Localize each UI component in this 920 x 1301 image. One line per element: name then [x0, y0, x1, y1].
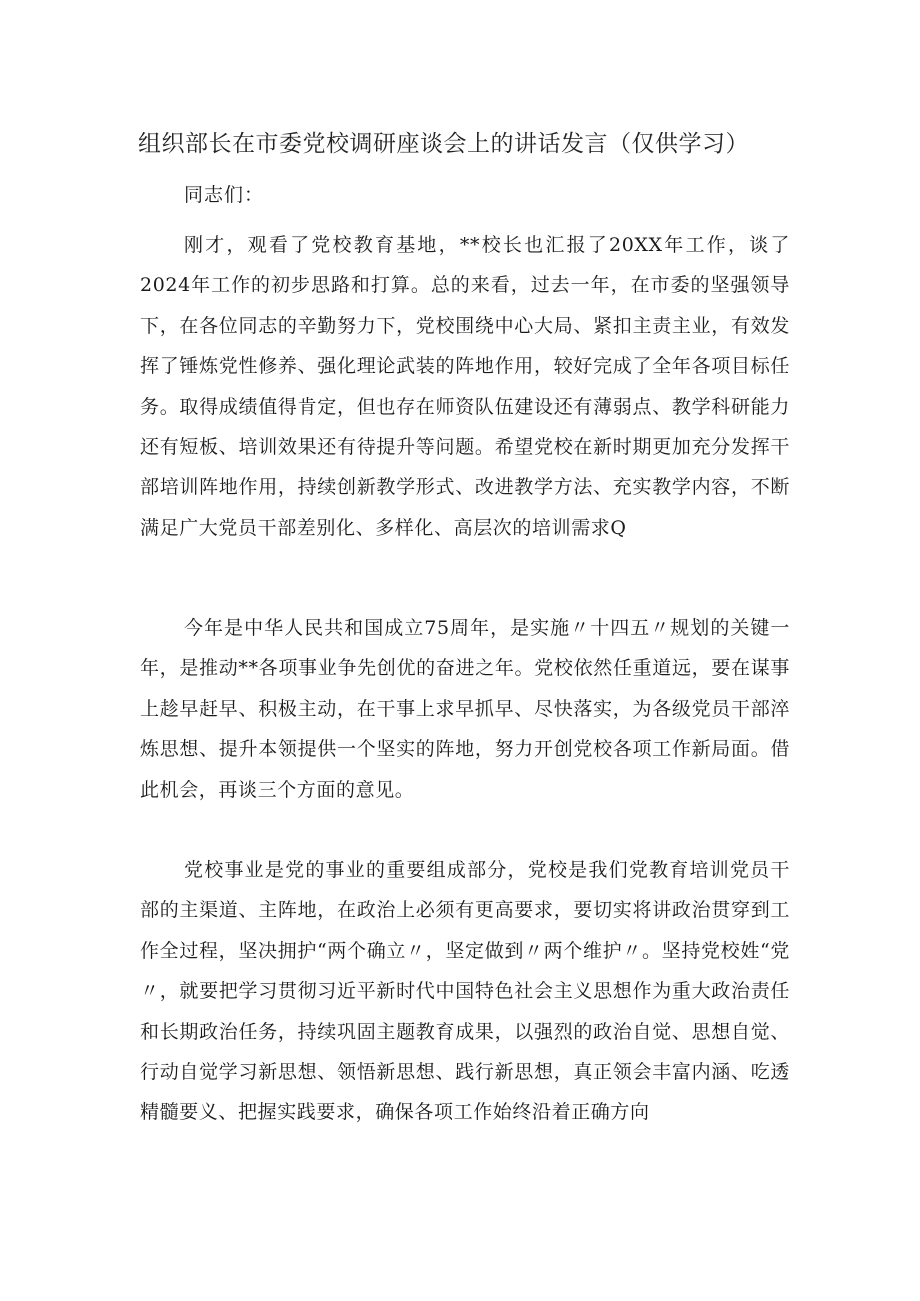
paragraph-1: 刚才，观看了党校教育基地，**校长也汇报了20XX年工作，谈了2024年工作的初步思路和打算。总的来看，过去一年，在市委的坚强领导下，在各位同志的辛勤努力下，党校围绕中心大局、紧扣主责主业，有效发挥了锤炼党性修养、强化理论武装的阵地作用，较好完成了全年各项目标任务。取得成绩值得肯定，但也存在师资队伍建设还有薄弱点、教学科研能力还有短板、培训效果还有待提升等问题。希望党校在新时期更加充分发挥干部培训阵地作用，持续创新教学形式、改进教学方法、充实教学内容，不断满足广大党员干部差别化、多样化、高层次的培训需求Q	[140, 234, 790, 539]
salutation: 同志们：	[184, 184, 265, 206]
paragraph-2: 今年是中华人民共和国成立75周年，是实施〃十四五〃规划的关键一年，是推动**各项事业争先创优的奋进之年。党校依然任重道远，要在谋事上趁早赶早、积极主动，在干事上求早抓早、尽快落实，为各级党员干部淬炼思想、提升本领提供一个坚实的阵地，努力开创党校各项工作新局面。借此机会，再谈三个方面的意见。	[140, 617, 790, 801]
paragraph-3: 党校事业是党的事业的重要组成部分，党校是我们党教育培训党员干部的主渠道、主阵地，在政治上必须有更高要求，要切实将讲政治贯穿到工作全过程，坚决拥护“两个确立〃，坚定做到〃两个维护〃。坚持党校姓“党〃，就要把学习贯彻习近平新时代中国特色社会主义思想作为重大政治责任和长期政治任务，持续巩固主题教育成果，以强烈的政治自觉、思想自觉、行动自觉学习新思想、领悟新思想、践行新思想，真正领会丰富内涵、吃透精髓要义、把握实践要求，确保各项工作始终沿着正确方向	[140, 859, 790, 1124]
document-title: 组织部长在市委党校调研座谈会上的讲话发言（仅供学习）	[138, 131, 749, 157]
